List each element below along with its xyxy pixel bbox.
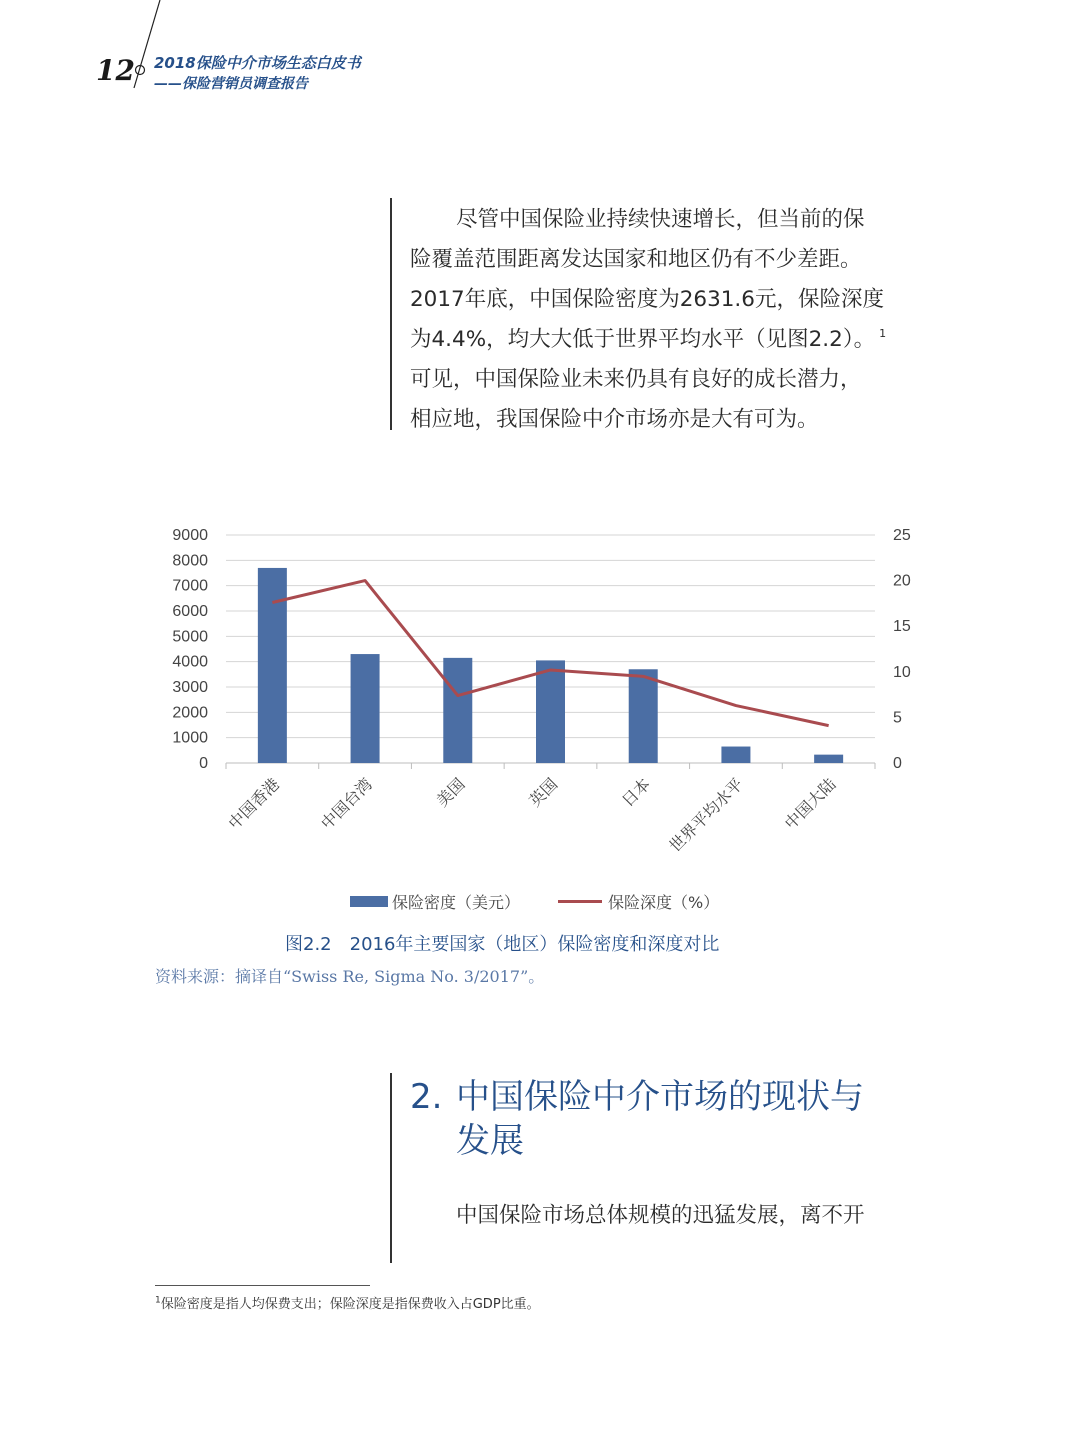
footnote xyxy=(155,1293,540,1312)
category-label: 日本 xyxy=(617,774,655,811)
density-bar xyxy=(536,660,565,763)
footnote-text: 保险密度是指人均保费支出；保险深度是指保费收入占GDP比重。 xyxy=(160,1297,540,1312)
density-bar xyxy=(443,658,472,763)
left-tick-label: 0 xyxy=(199,755,208,772)
left-tick-label: 3000 xyxy=(172,679,208,696)
intro-paragraph xyxy=(410,200,940,440)
right-tick-label: 10 xyxy=(893,663,911,681)
intro-line: 险覆盖范围距离发达国家和地区仍有不少差距。 xyxy=(410,247,862,272)
intro-line: 尽管中国保险业持续快速增长，但当前的保 xyxy=(456,207,865,232)
legend-density-label: 保险密度（美元） xyxy=(392,893,521,912)
running-subtitle: ——保险营销员调查报告 xyxy=(154,76,308,92)
footnote-rule xyxy=(155,1285,370,1286)
footnote-marker: 1 xyxy=(155,1295,161,1306)
left-tick-label: 2000 xyxy=(172,704,208,722)
left-tick-label: 1000 xyxy=(172,729,208,747)
left-tick-label: 5000 xyxy=(172,628,208,646)
left-tick-label: 9000 xyxy=(172,527,208,544)
section-rule xyxy=(390,1073,392,1263)
intro-line: 为4.4%，均大大低于世界平均水平（见图2.2）。 $^1$ xyxy=(410,327,887,352)
left-tick-label: 4000 xyxy=(172,653,208,671)
intro-line: 可见，中国保险业未来仍具有良好的成长潜力， xyxy=(410,367,862,392)
category-label: 世界平均水平 xyxy=(665,774,747,856)
legend-bar-swatch xyxy=(350,896,388,907)
right-tick-label: 15 xyxy=(893,618,911,636)
chart-legend xyxy=(350,890,719,913)
density-bar xyxy=(814,755,843,763)
density-bar xyxy=(629,669,658,763)
intro-line: 2017年底，中国保险密度为2631.6元，保险深度 xyxy=(410,287,884,312)
right-tick-label: 25 xyxy=(893,527,911,544)
footnote-ref[interactable]: 1 xyxy=(879,327,887,340)
right-axis-ticks xyxy=(893,527,911,772)
category-label: 中国台湾 xyxy=(317,774,376,834)
left-tick-label: 7000 xyxy=(172,577,208,595)
page-number: 12 xyxy=(96,54,135,87)
category-label: 中国香港 xyxy=(224,774,284,834)
section-paragraph: 中国保险市场总体规模的迅猛发展，离不开 xyxy=(456,1203,865,1228)
category-label: 美国 xyxy=(432,774,469,811)
legend-line-swatch xyxy=(558,900,602,903)
density-bars xyxy=(258,568,843,763)
legend-depth-label: 保险深度（%） xyxy=(608,893,720,912)
right-tick-label: 20 xyxy=(893,572,911,590)
insurance-density-depth-chart xyxy=(150,515,930,895)
intro-line: 相应地，我国保险中介市场亦是大有可为。 xyxy=(410,407,819,432)
density-bar xyxy=(258,568,287,763)
figure-source: 资料来源：摘译自“Swiss Re, Sigma No. 3/2017”。 xyxy=(155,967,545,986)
section-title-line2: 发展 xyxy=(456,1121,524,1161)
section-title-line1: 中国保险中介市场的现状与 xyxy=(456,1077,864,1117)
left-axis-ticks xyxy=(172,527,208,772)
header-decoration xyxy=(0,0,180,100)
section-number: 2. xyxy=(410,1077,443,1117)
left-tick-label: 8000 xyxy=(172,552,208,570)
section-heading xyxy=(410,1075,970,1163)
category-label: 英国 xyxy=(525,774,562,811)
left-tick-label: 6000 xyxy=(172,603,208,620)
density-bar xyxy=(721,747,750,763)
density-bar xyxy=(351,654,380,763)
category-label: 中国大陆 xyxy=(780,774,840,834)
figure-caption: 图2.2 2016年主要国家（地区）保险密度和深度对比 xyxy=(285,934,720,955)
running-title: 2018保险中介市场生态白皮书 xyxy=(154,54,361,72)
right-tick-label: 0 xyxy=(893,755,902,772)
paragraph-rule xyxy=(390,198,392,430)
category-labels xyxy=(224,774,839,855)
right-tick-label: 5 xyxy=(893,709,902,727)
